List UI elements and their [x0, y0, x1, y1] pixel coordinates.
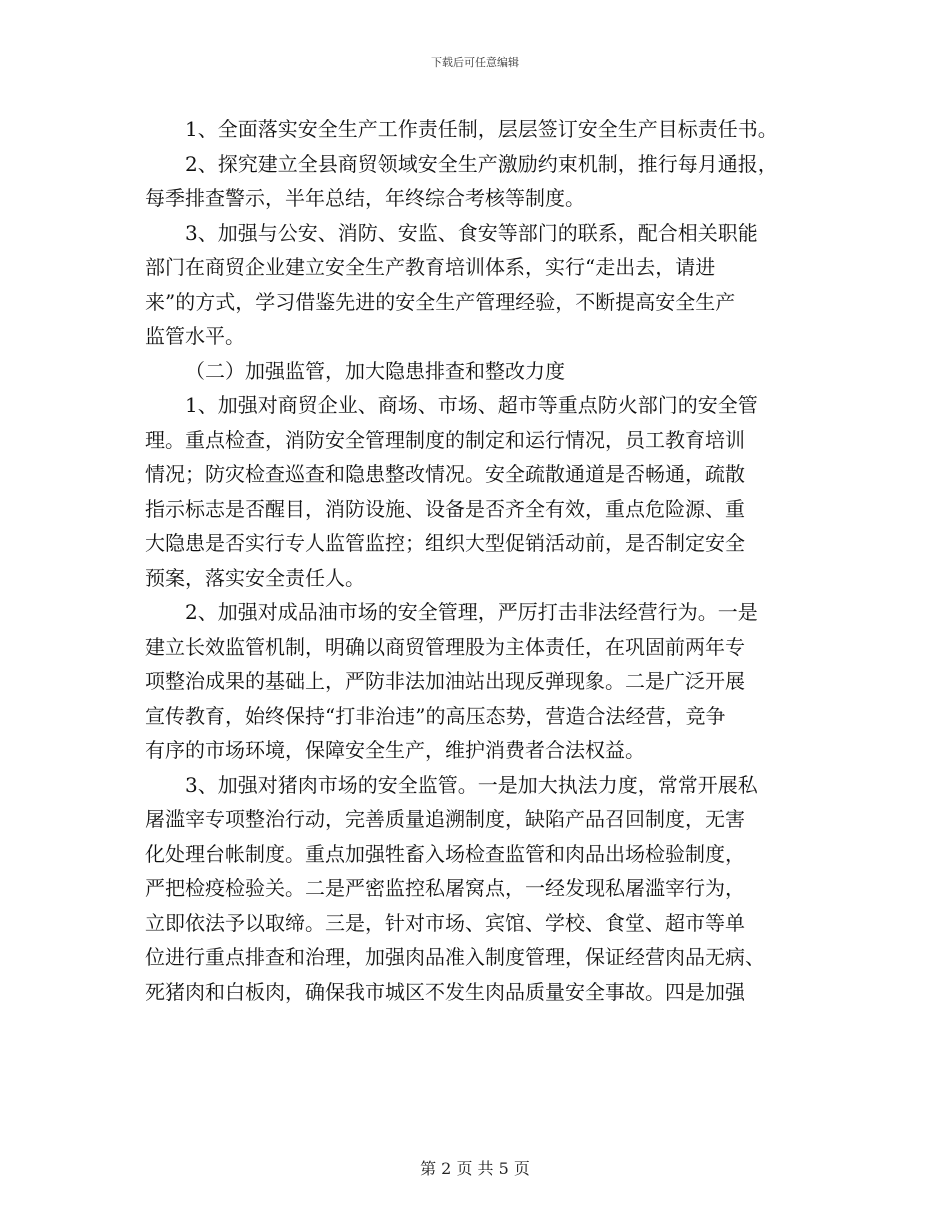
- text-line: 项整治成果的基础上，严防非法加油站出现反弹现象。二是广泛开展: [145, 669, 745, 693]
- text-line: 位进行重点排查和治理，加强肉品准入制度管理，保证经营肉品无病、: [145, 945, 765, 969]
- text-line: 监管水平。: [145, 324, 245, 348]
- text-line: （二）加强监管，加大隐患排查和整改力度: [185, 358, 565, 383]
- text-line: 死猪肉和白板肉，确保我市城区不发生肉品质量安全事故。四是加强: [145, 979, 745, 1004]
- page-footer: 第 2 页 共 5 页: [420, 1159, 530, 1178]
- page-header: 下载后可任意编辑: [431, 56, 519, 69]
- text-line: 情况；防灾检查巡查和隐患整改情况。安全疏散通道是否畅通，疏散: [145, 462, 745, 486]
- text-line: 化处理台帐制度。重点加强牲畜入场检查监管和肉品出场检验制度，: [145, 841, 745, 866]
- text-line: 部门在商贸企业建立安全生产教育培训体系，实行“走出去，请进: [145, 255, 716, 279]
- text-line: 每季排查警示，半年总结，年终综合考核等制度。: [145, 186, 585, 210]
- text-line: 大隐患是否实行专人监管监控；组织大型促销活动前，是否制定安全: [145, 531, 745, 555]
- text-line: 有序的市场环境，保障安全生产，维护消费者合法权益。: [145, 738, 645, 762]
- text-line: 1、加强对商贸企业、商场、市场、超市等重点防火部门的安全管: [185, 393, 758, 417]
- text-line: 3、加强与公安、消防、安监、食安等部门的联系，配合相关职能: [185, 220, 758, 245]
- text-line: 建立长效监管机制，明确以商贸管理股为主体责任，在巩固前两年专: [145, 634, 745, 659]
- text-line: 立即依法予以取缔。三是，针对市场、宾馆、学校、食堂、超市等单: [145, 910, 745, 935]
- text-line: 预案，落实安全责任人。: [145, 565, 365, 590]
- text-line: 指示标志是否醒目，消防设施、设备是否齐全有效，重点危险源、重: [145, 496, 745, 521]
- text-line: 2、探究建立全县商贸领域安全生产激励约束机制，推行每月通报，: [185, 151, 778, 176]
- text-line: 3、加强对猪肉市场的安全监管。一是加大执法力度，常常开展私: [185, 772, 758, 797]
- document-body: [145, 112, 825, 1009]
- text-line: 1、全面落实安全生产工作责任制，层层签订安全生产目标责任书。: [185, 117, 778, 141]
- text-line: 严把检疫检验关。二是严密监控私屠窝点，一经发现私屠滥宰行为，: [145, 876, 745, 900]
- text-line: 屠滥宰专项整治行动，完善质量追溯制度，缺陷产品召回制度，无害: [145, 807, 745, 831]
- text-line: 宣传教育，始终保持“打非治违”的高压态势，营造合法经营，竞争: [145, 703, 726, 728]
- text-line: 来”的方式，学习借鉴先进的安全生产管理经验，不断提高安全生产: [145, 289, 736, 314]
- text-line: 2、加强对成品油市场的安全管理，严厉打击非法经营行为。一是: [185, 600, 758, 624]
- text-line: 理。重点检查，消防安全管理制度的制定和运行情况，员工教育培训: [145, 427, 745, 452]
